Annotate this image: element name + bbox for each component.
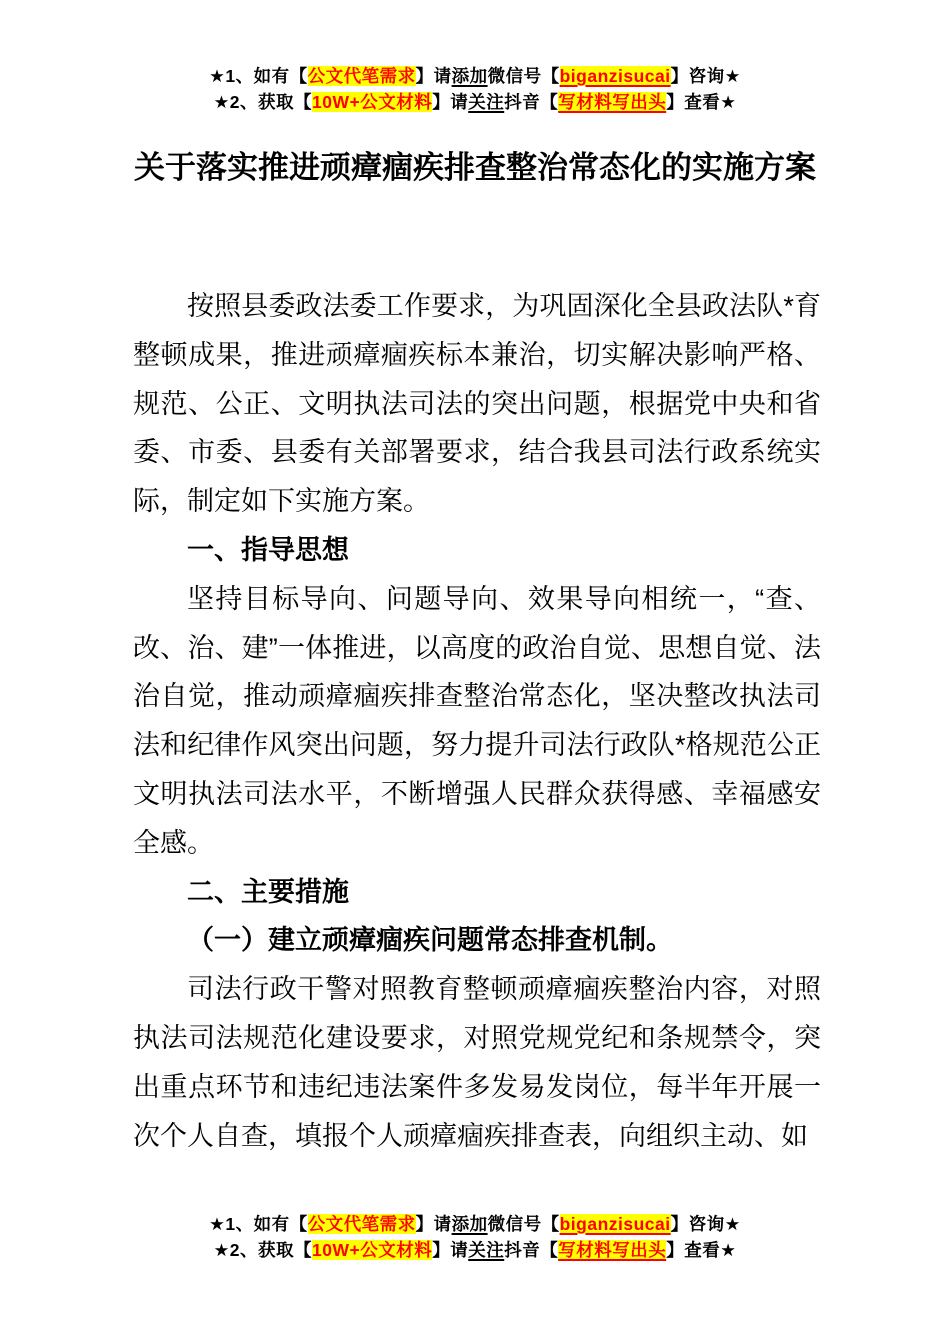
promo-text: 】咨询★ (670, 66, 741, 86)
promo-highlight: 10W+公文材料 (312, 1240, 433, 1260)
promo-text: 】请 (415, 66, 452, 86)
document-body (133, 282, 821, 1160)
promo-douyin-id: 写材料写出头 (558, 92, 667, 112)
section-heading-2: 二、主要措施 (187, 876, 349, 907)
promo-text: ★2、获取【 (213, 92, 312, 112)
promo-wechat-id: biganzisucai (559, 66, 671, 86)
promo-line-2 (0, 89, 950, 115)
document-title: 关于落实推进顽瘴痼疾排查整治常态化的实施方案 (134, 150, 816, 185)
promo-text: 】请 (415, 1214, 452, 1234)
promo-line-1 (0, 63, 950, 89)
paragraph-guiding-ideology: 坚持目标导向、问题导向、效果导向相统一，“查、改、治、建”一体推进，以高度的政治自觉、思想自觉、法治自觉，推动顽瘴痼疾排查整治常态化，坚决整改执法司法和纪律作风突出问题，努力提升司法行政队*格规范公正文明执法司法水平，不断增强人民群众获得感、幸福感安全感。 (133, 583, 821, 858)
promo-underlined-text: 关注 (468, 1240, 505, 1260)
promo-text: 】咨询★ (670, 1214, 741, 1234)
promo-text: ★2、获取【 (213, 1240, 312, 1260)
paragraph-measures: 司法行政干警对照教育整顿顽瘴痼疾整治内容，对照执法司法规范化建设要求，对照党规党纪和条规禁令，突出重点环节和违纪违法案件多发易发岗位，每半年开展一次个人自查，填报个人顽瘴痼疾排查表，向组织主动、如 (133, 974, 821, 1151)
promo-text: 微信号【 (487, 1214, 560, 1234)
promo-banner-top (0, 63, 950, 115)
subsection-heading-1: （一）建立顽瘴痼疾问题常态排查机制。 (187, 925, 673, 956)
promo-text: ★1、如有【 (209, 66, 308, 86)
promo-highlight: 公文代笔需求 (307, 1214, 416, 1234)
promo-douyin-id: 写材料写出头 (558, 1240, 667, 1260)
promo-banner-bottom (0, 1211, 950, 1263)
promo-wechat-id: biganzisucai (559, 1214, 671, 1234)
promo-underlined-text: 添加 (451, 1214, 488, 1234)
promo-text: 】查看★ (666, 1240, 737, 1260)
promo-highlight: 公文代笔需求 (307, 66, 416, 86)
promo-underlined-text: 关注 (468, 92, 505, 112)
promo-text: ★1、如有【 (209, 1214, 308, 1234)
promo-line-1 (0, 1211, 950, 1237)
promo-text: 】请 (432, 1240, 469, 1260)
promo-highlight: 10W+公文材料 (312, 92, 433, 112)
section-heading-1: 一、指导思想 (187, 534, 349, 565)
promo-text: 抖音【 (504, 1240, 559, 1260)
promo-text: 】请 (432, 92, 469, 112)
promo-underlined-text: 添加 (451, 66, 488, 86)
promo-text: 抖音【 (504, 92, 559, 112)
promo-text: 】查看★ (666, 92, 737, 112)
paragraph-intro: 按照县委政法委工作要求，为巩固深化全县政法队*育整顿成果，推进顽瘴痼疾标本兼治，切实解决影响严格、规范、公正、文明执法司法的突出问题，根据党中央和省委、市委、县委有关部署要求，结合我县司法行政系统实际，制定如下实施方案。 (133, 291, 821, 517)
promo-line-2 (0, 1237, 950, 1263)
promo-text: 微信号【 (487, 66, 560, 86)
